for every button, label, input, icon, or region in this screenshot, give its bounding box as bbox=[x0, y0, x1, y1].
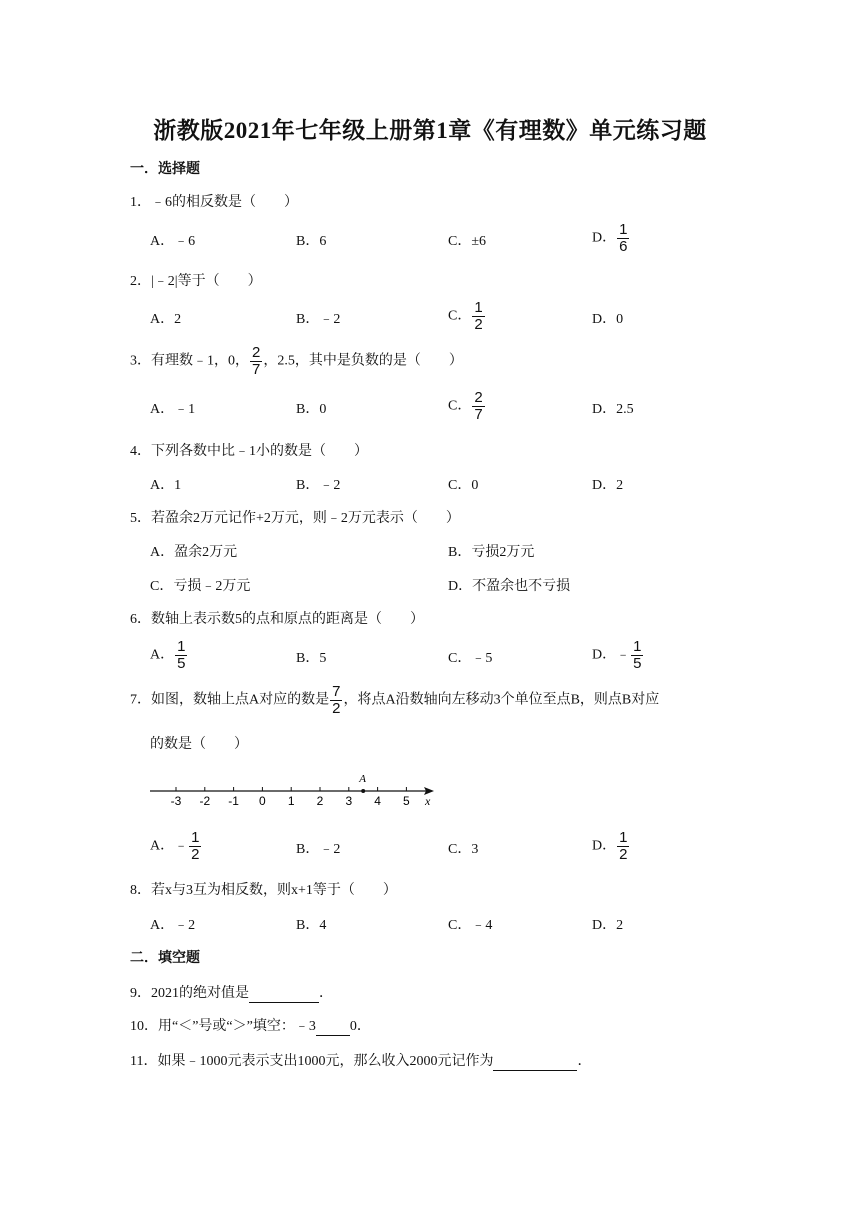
q8-option-b: B．4 bbox=[296, 918, 327, 933]
q1-option-b: B．6 bbox=[296, 234, 327, 249]
point-a-dot bbox=[361, 789, 365, 793]
point-a-label: A bbox=[359, 773, 366, 785]
fraction-numerator: 2 bbox=[474, 389, 483, 406]
q4-option-d: D．2 bbox=[592, 478, 624, 493]
answer-blank[interactable] bbox=[493, 1054, 577, 1071]
number-line-figure bbox=[150, 770, 440, 810]
q3-stem-suffix: ，2.5，其中是负数的是（ ） bbox=[263, 353, 463, 369]
fraction-numerator: 1 bbox=[474, 299, 483, 316]
number-line-tick-label: 1 bbox=[287, 794, 295, 808]
fraction bbox=[189, 830, 201, 863]
q6-option-d bbox=[592, 639, 644, 672]
question-4-stem: 4．下列各数中比﹣1小的数是（ ） bbox=[130, 444, 368, 459]
question-7-stem-line2: 的数是（ ） bbox=[150, 737, 248, 752]
q7-option-a-prefix: A．﹣ bbox=[150, 838, 189, 854]
q2-option-b: B．﹣2 bbox=[296, 312, 341, 327]
q6-option-c: C．﹣5 bbox=[448, 651, 493, 666]
fraction-numerator: 2 bbox=[252, 344, 261, 361]
q1-option-a: A．﹣6 bbox=[150, 234, 196, 249]
fraction-numerator: 1 bbox=[619, 829, 628, 846]
q7-option-d-prefix: D． bbox=[592, 838, 617, 854]
q7-option-d bbox=[592, 830, 630, 863]
answer-blank[interactable] bbox=[249, 986, 319, 1003]
question-11 bbox=[130, 1050, 591, 1071]
q5-option-b: B．亏损2万元 bbox=[448, 545, 535, 560]
q8-option-d: D．2 bbox=[592, 918, 624, 933]
fraction-denominator: 7 bbox=[252, 361, 261, 378]
q5-option-c: C．亏损﹣2万元 bbox=[150, 579, 251, 594]
q2-option-a: A．2 bbox=[150, 312, 182, 327]
axis-variable-label: x bbox=[425, 794, 431, 808]
number-line-tick-label: 0 bbox=[259, 794, 266, 808]
section-heading-choice: 一．选择题 bbox=[130, 162, 200, 177]
number-line-tick-label: 2 bbox=[316, 794, 324, 808]
q5-option-a: A．盈余2万元 bbox=[150, 545, 238, 560]
fraction-denominator: 2 bbox=[474, 316, 483, 333]
q10-end: 0． bbox=[349, 1019, 371, 1034]
section-heading-fill: 二．填空题 bbox=[130, 951, 200, 966]
q7-option-a bbox=[150, 830, 202, 863]
q11-text: 11．如果﹣1000元表示支出1000元，那么收入2000元记作为 bbox=[130, 1054, 494, 1069]
fraction-denominator: 2 bbox=[332, 700, 341, 717]
fraction-numerator: 1 bbox=[191, 829, 200, 846]
fraction-numerator: 1 bbox=[619, 221, 628, 238]
q6-option-a-prefix: A． bbox=[150, 647, 175, 663]
q8-option-c: C．﹣4 bbox=[448, 918, 493, 933]
q3-option-a: A．﹣1 bbox=[150, 402, 196, 417]
fraction-denominator: 5 bbox=[177, 655, 186, 672]
question-3-stem bbox=[130, 345, 463, 378]
number-line-tick-label: -1 bbox=[228, 794, 239, 808]
question-2-stem: 2．|﹣2|等于（ ） bbox=[130, 274, 262, 289]
q7-stem-suffix: ，将点A沿数轴向左移动3个单位至点B，则点B对应 bbox=[343, 692, 660, 708]
fraction bbox=[631, 639, 643, 672]
fraction-denominator: 5 bbox=[633, 655, 642, 672]
q5-option-d: D．不盈余也不亏损 bbox=[448, 579, 571, 594]
fraction bbox=[617, 830, 629, 863]
number-line-tick-label: 4 bbox=[374, 794, 381, 808]
question-9 bbox=[130, 982, 333, 1003]
q4-option-c: C．0 bbox=[448, 478, 479, 493]
fraction bbox=[330, 684, 342, 717]
question-6-stem: 6．数轴上表示数5的点和原点的距离是（ ） bbox=[130, 612, 424, 627]
fraction-numerator: 1 bbox=[633, 638, 642, 655]
question-1-stem: 1．﹣6的相反数是（ ） bbox=[130, 195, 298, 210]
q7-option-b: B．﹣2 bbox=[296, 842, 341, 857]
q4-option-b: B．﹣2 bbox=[296, 478, 341, 493]
fraction bbox=[617, 222, 629, 255]
q3-option-c-prefix: C． bbox=[448, 398, 472, 414]
question-7-stem bbox=[130, 684, 659, 717]
q7-stem-prefix: 7．如图，数轴上点A对应的数是 bbox=[130, 692, 330, 708]
q9-end: ． bbox=[319, 986, 333, 1001]
page-title: 浙教版2021年七年级上册第1章《有理数》单元练习题 bbox=[153, 118, 707, 143]
q10-text: 10．用“＜”号或“＞”填空：﹣3 bbox=[130, 1019, 316, 1034]
q9-text: 9．2021的绝对值是 bbox=[130, 986, 249, 1001]
q7-option-c: C．3 bbox=[448, 842, 479, 857]
question-10 bbox=[130, 1015, 371, 1036]
q1-option-c: C．±6 bbox=[448, 234, 487, 249]
fraction bbox=[175, 639, 187, 672]
q3-option-b: B．0 bbox=[296, 402, 327, 417]
number-line-tick-label: -3 bbox=[170, 794, 182, 808]
fraction-denominator: 6 bbox=[619, 238, 628, 255]
q4-option-a: A．1 bbox=[150, 478, 182, 493]
fraction-numerator: 1 bbox=[177, 638, 186, 655]
q6-option-d-prefix: D．﹣ bbox=[592, 647, 631, 663]
q6-option-b: B．5 bbox=[296, 651, 327, 666]
question-8-stem: 8．若x与3互为相反数，则x+1等于（ ） bbox=[130, 883, 397, 898]
q11-end: ． bbox=[577, 1054, 592, 1069]
fraction-denominator: 2 bbox=[619, 846, 628, 863]
fraction bbox=[250, 345, 262, 378]
q3-option-d: D．2.5 bbox=[592, 402, 634, 417]
q2-option-d: D．0 bbox=[592, 312, 624, 327]
number-line-ticks bbox=[171, 787, 410, 808]
q3-stem-prefix: 3．有理数﹣1，0， bbox=[130, 353, 249, 369]
number-line-tick-label: 3 bbox=[345, 794, 353, 808]
q1-option-d bbox=[592, 222, 630, 255]
number-line-tick-label: -2 bbox=[199, 794, 211, 808]
q3-option-c bbox=[448, 390, 486, 423]
q8-option-a: A．﹣2 bbox=[150, 918, 196, 933]
fraction-denominator: 2 bbox=[191, 846, 200, 863]
answer-blank[interactable] bbox=[316, 1019, 350, 1036]
q6-option-a bbox=[150, 639, 188, 672]
q2-option-c-prefix: C． bbox=[448, 308, 472, 324]
fraction-numerator: 7 bbox=[332, 683, 341, 700]
number-line-tick-label: 5 bbox=[403, 794, 410, 808]
fraction-denominator: 7 bbox=[474, 406, 483, 423]
fraction bbox=[472, 390, 484, 423]
q1-option-d-prefix: D． bbox=[592, 230, 617, 246]
question-5-stem: 5．若盈余2万元记作+2万元，则﹣2万元表示（ ） bbox=[130, 511, 460, 526]
q2-option-c bbox=[448, 300, 486, 333]
fraction bbox=[472, 300, 484, 333]
